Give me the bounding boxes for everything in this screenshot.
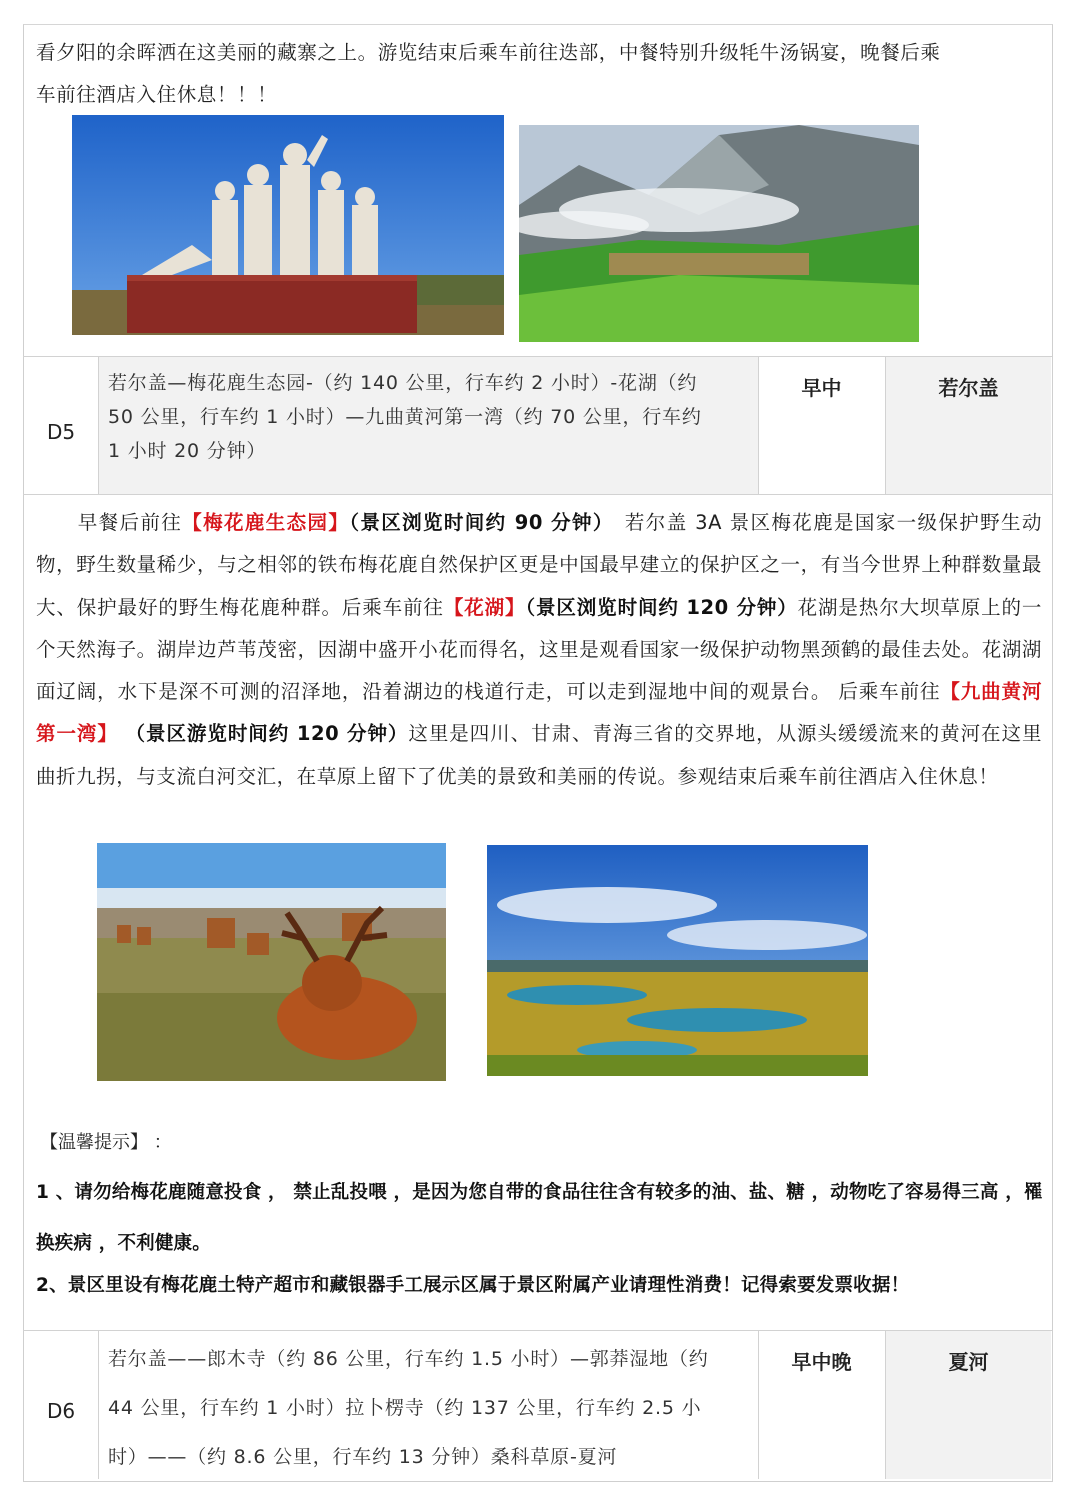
valley-village-photo [519, 125, 919, 342]
visit-duration: （景区浏览时间约 90 分钟） [349, 511, 605, 534]
intro-text [36, 32, 1046, 116]
tip-2: 2、景区里设有梅花鹿土特产超市和藏银器手工展示区属于景区附属产业请理性消费！记得索要发票收据！ [36, 1275, 910, 1296]
table-divider [23, 494, 1052, 495]
hotel-location: 若尔盖 [938, 376, 999, 400]
description-text: 花湖是热尔大坝草原上的一个天然海子。湖岸边芦苇茂密，因湖中盛开小花而得名，这里是观看国家一级保护动物黑颈鹤的最佳去处。花湖湖面辽阔，水下是深不可测的沼泽地，沿着湖边的栈道行走，可以走到湿地中间的观景台。 后乘车前往 [36, 595, 1042, 704]
route-line: 时）——（约 8.6 公里，行车约 13 分钟）桑科草原-夏河 [108, 1446, 618, 1468]
flower-lake-wetland-photo [487, 845, 868, 1076]
table-divider [98, 1331, 99, 1479]
route-line: 50 公里，行车约 1 小时）—九曲黄河第一湾（约 70 公里，行车约 [108, 406, 702, 428]
visit-duration: （景区游览时间约 120 分钟） [117, 722, 409, 746]
sika-deer-photo [97, 843, 446, 1081]
tip-1: 1 、请勿给梅花鹿随意投食 ， 禁止乱投喂 ，是因为您自带的食品往往含有较多的油、盐、糖 ，动物吃了容易得三高 ，罹 [36, 1182, 1043, 1203]
d5-description [36, 502, 1042, 798]
description-text: 这里是四川、甘肃、青海三省的交界地，从源头缓缓流来的黄河在这里曲折九拐，与支流白河交汇，在草原上留下了优美的景致和美丽的传说。参观结束后乘车前往酒店入住休息！ [36, 722, 1042, 788]
scenic-spot-name: 【花湖】 [443, 595, 526, 619]
intro-line-1: 看夕阳的余晖洒在这美丽的藏寨之上。游览结束后乘车前往迭部，中餐特别升级牦牛汤锅宴，晚餐后乘 [36, 41, 941, 64]
tips-title: 【温馨提示】 ： [40, 1132, 172, 1153]
route-line: 若尔盖—梅花鹿生态园-（约 140 公里，行车约 2 小时）-花湖（约 [108, 372, 698, 394]
scenic-spot-name: 【梅花鹿生态园】 [182, 511, 350, 534]
hotel-location: 夏河 [948, 1350, 989, 1374]
visit-duration: （景区浏览时间约 120 分钟） [525, 595, 798, 619]
description-text: 若尔盖 3A 景区梅花鹿是国家一级保护野生动物，野生数量稀少，与之相邻的铁布梅花鹿自然保护区更是中国最早建立的保护区之一，有当今世界上种群数量最大、保护最好的野生梅花鹿种群。后乘车前往 [36, 511, 1042, 619]
d5-route [108, 366, 750, 468]
tip-1-continued: 换疾病 ，不利健康。 [36, 1233, 211, 1254]
meals-label: 早中 [801, 376, 842, 400]
d6-route [108, 1335, 750, 1482]
day-label: D5 [46, 420, 76, 444]
day-label: D6 [46, 1399, 76, 1423]
route-line: 若尔盖——郎木寺（约 86 公里，行车约 1.5 小时）—郭莽湿地（约 [108, 1348, 709, 1370]
route-line: 1 小时 20 分钟） [108, 440, 267, 462]
intro-line-2: 车前往酒店入住休息！！！ [36, 83, 278, 106]
route-line: 44 公里，行车约 1 小时）拉卜楞寺（约 137 公里，行车约 2.5 小 [108, 1397, 702, 1419]
meals-label: 早中晚 [791, 1350, 852, 1374]
description-text: 早餐后前往 [36, 511, 183, 534]
scenic-spot-name: 【九曲黄河第一湾】 [36, 680, 1042, 746]
monument-sculpture-photo [72, 115, 504, 335]
